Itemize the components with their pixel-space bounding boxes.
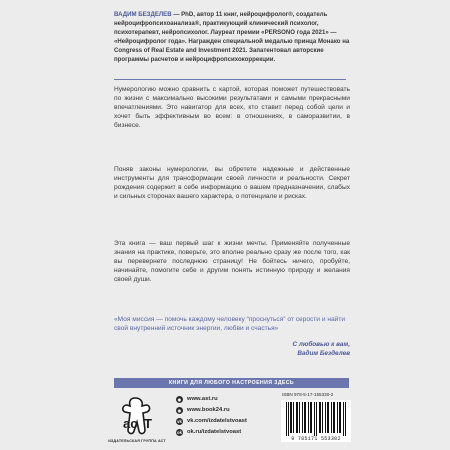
signature-line-2: Вадим Безделев (297, 349, 350, 357)
publisher-links (176, 394, 276, 438)
divider (114, 79, 346, 80)
link-ok[interactable]: ok ok.ru/izdatelstvoast (177, 429, 242, 435)
paragraph-1: Нумерологию можно сравнить с картой, которая поможет путешествовать по жизни с максимально высокими результатами и самыми прекрасными впечатлениями. Это навигатор для всех, кто ставит перед собой цели и хочет быть эффективным во всем: в отношениях, в саморазвитии, в бизнесе. (114, 86, 350, 129)
publisher-caption: ИЗДАТЕЛЬСКАЯ ГРУППА АСТ (108, 439, 166, 443)
author-bio (114, 11, 350, 64)
link-ast[interactable]: ◉ www.ast.ru (177, 396, 218, 402)
paragraph-2: Поняв законы нумерологии, вы обретете надежные и действенные инструменты для трансформации своей личности и реальности. Секрет рождения содержит в себе информацию о вашем предназначении, слабых и сильных сторонах вашего характера, о потенциале и рисках. (114, 166, 350, 200)
signature (200, 341, 350, 359)
ast-logo-icon (115, 396, 159, 438)
link-book24[interactable]: ◉ www.book24.ru (177, 407, 230, 413)
author-name: ВАДИМ БЕЗДЕЛЕВ (114, 11, 172, 18)
globe-icon: ◉ (177, 408, 182, 413)
globe-icon: ◉ (177, 397, 182, 402)
link-vk[interactable]: vk vk.com/izdatelstvoast (177, 418, 247, 424)
svg-text:T: T (144, 416, 152, 431)
paragraph-3: Эта книга — ваш первый шаг к жизни мечты. Применяйте полученные знания на практике, поверьте, это вполне реально сразу же после того, как вы перевернете последнюю страницу! Не бойтесь ничего, пробуйте, начинайте, помогите себе и другим понять истинную природу и желания своей души. (114, 240, 350, 283)
ok-icon: ok (177, 430, 182, 435)
barcode-number: 9 785171 553302 (291, 436, 341, 442)
isbn: ISBN 978-5-17-155330-2 (282, 392, 334, 397)
author-bio-text: — PhD, автор 11 книг, нейроцифролог®, создатель нейроцифропсихоанализа®, практикующий клинический психолог, психотерапевт, нейропсихолог. Лауреат премии «PERSONO года 2021» — «Нейроцифролог года». Награжден специальной медалью принца Монако на Congress of Real Estate and Investment 2021. Запатентовал авторские программы расчетов и нейроцифропсихокоррекции. (114, 11, 350, 63)
signature-line-1: С любовью к вам, (292, 341, 350, 348)
vk-icon: vk (177, 419, 182, 424)
slogan-band: КНИГИ ДЛЯ ЛЮБОГО НАСТРОЕНИЯ ЗДЕСЬ (114, 378, 349, 388)
mission-quote: «Моя миссия — помочь каждому человеку “проснуться” от серости и найти свой внутренний источник энергии, любви и счастья» (114, 316, 346, 332)
svg-text:ac: ac (123, 416, 138, 431)
